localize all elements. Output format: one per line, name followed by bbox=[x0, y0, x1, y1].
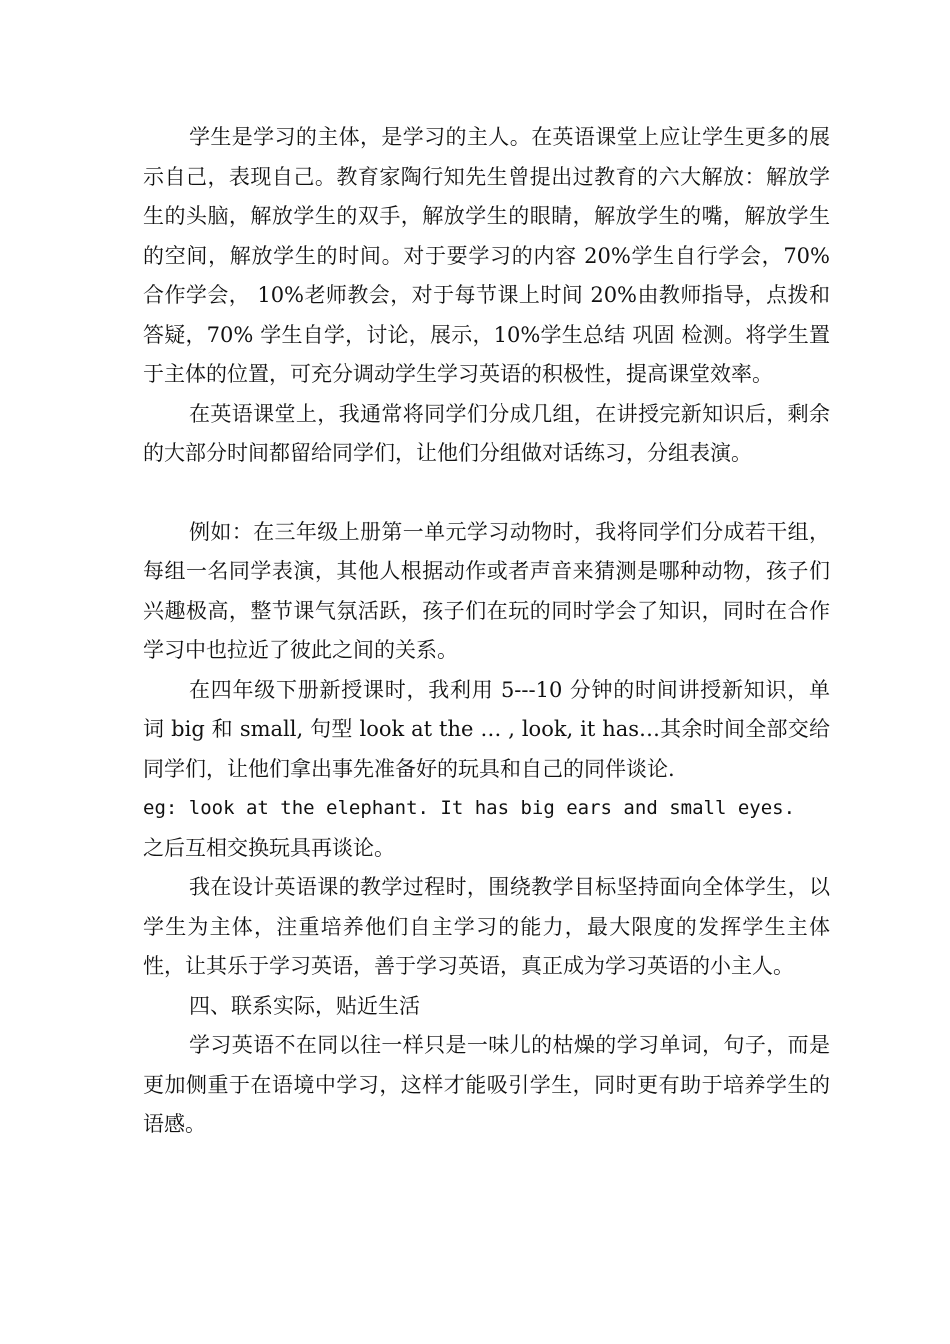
paragraph-example-animals: 例如：在三年级上册第一单元学习动物时，我将同学们分成若干组，每组一名同学表演，其他人根据动作或者声音来猜测是哪种动物，孩子们兴趣极高，整节课气氛活跃，孩子们在玩的同时学会了知识，同时在合作学习中也拉近了彼此之间的关系。 bbox=[143, 519, 830, 662]
paragraph-language-context: 学习英语不在同以往一样只是一味儿的枯燥的学习单词，句子，而是更加侧重于在语境中学习，这样才能吸引学生，同时更有助于培养学生的语感。 bbox=[143, 1033, 830, 1136]
section-heading-four: 四、联系实际，贴近生活 bbox=[189, 993, 420, 1018]
paragraph-teaching-design: 我在设计英语课的教学过程时，围绕教学目标坚持面向全体学生，以学生为主体，注重培养他们自主学习的能力，最大限度的发挥学生主体性，让其乐于学习英语，善于学习英语，真正成为学习英语的小主人。 bbox=[143, 875, 830, 978]
paragraph-exchange-toys: 之后互相交换玩具再谈论。 bbox=[143, 835, 395, 860]
paragraph-grade-four-lesson: 在四年级下册新授课时，我利用 5---10 分钟的时间讲授新知识，单词 big 和 small, 句型 look at the … , look, it has…其余时间全部交给同学们，让他们拿出事先准备好的玩具和自己的同伴谈论. bbox=[143, 677, 830, 781]
example-sentence: eg: look at the elephant. It has big ears and small eyes. bbox=[143, 797, 796, 819]
paragraph-student-subject: 学生是学习的主体，是学习的主人。在英语课堂上应让学生更多的展示自己，表现自己。教育家陶行知先生曾提出过教育的六大解放：解放学生的头脑，解放学生的双手，解放学生的眼睛，解放学生的嘴，解放学生的空间，解放学生的时间。对于要学习的内容 20%学生自行学会，70% 合作学会， 10%老师教会，对于每节课上时间 20%由教师指导，点拨和答疑，70% 学生自学，讨论，展示，10%学生总结 巩固 检测。将学生置于主体的位置，可充分调动学生学习英语的积极性，提高课堂效率。 bbox=[143, 125, 830, 386]
paragraph-gap bbox=[143, 474, 830, 513]
paragraph-group-work: 在英语课堂上，我通常将同学们分成几组，在讲授完新知识后，剩余的大部分时间都留给同学们，让他们分组做对话练习，分组表演。 bbox=[143, 401, 830, 465]
